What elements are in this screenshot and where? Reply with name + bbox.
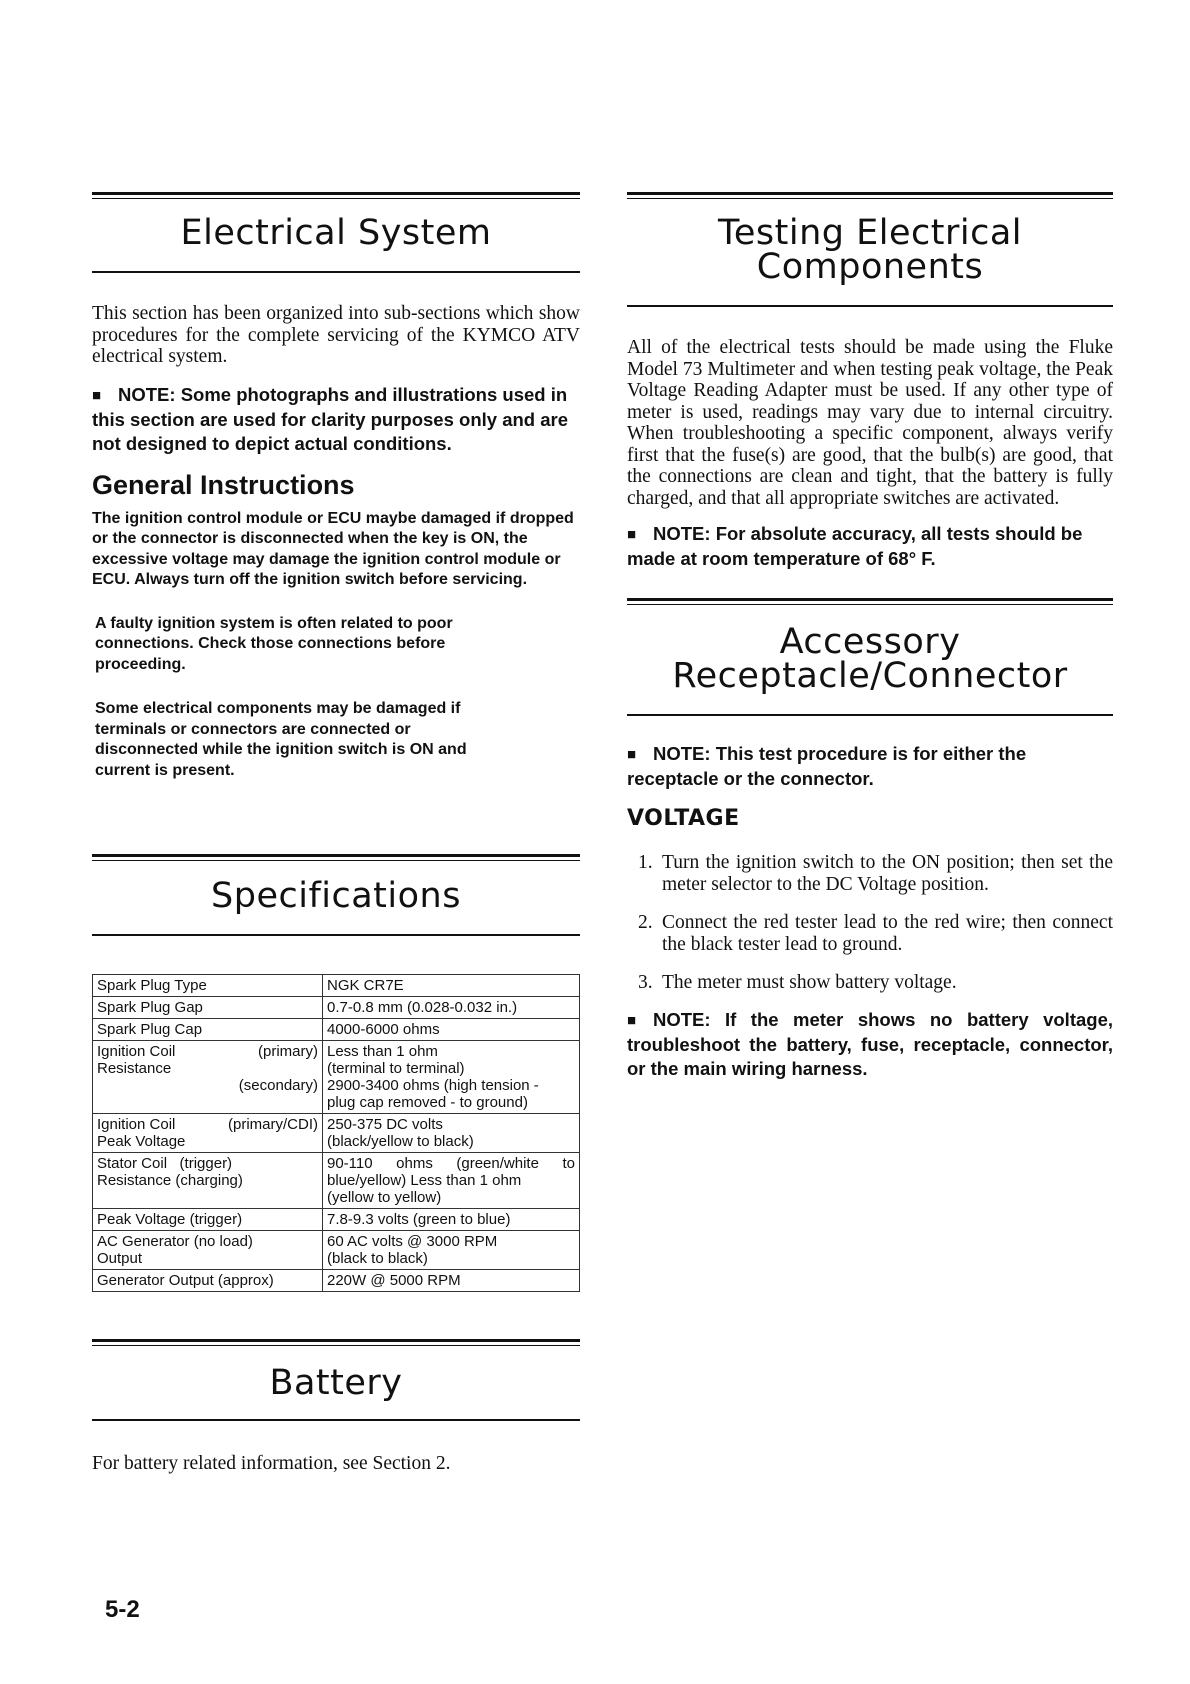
note-bullet-icon: ■: [92, 386, 102, 404]
battery-text: For battery related information, see Section 2.: [92, 1453, 451, 1474]
spec-label: Stator Coil (trigger) Resistance (charging): [93, 1153, 323, 1209]
spec-label: Ignition Coil (primary) Resistance (secondary): [93, 1041, 323, 1114]
section-rule: [92, 934, 580, 936]
spec-label: Spark Plug Cap: [93, 1019, 323, 1041]
voltage-heading: VOLTAGE: [627, 806, 740, 831]
section-rule: [92, 1339, 580, 1346]
section-rule: [627, 598, 1113, 605]
spec-value: 90-110 ohms (green/white to blue/yellow) Less than 1 ohm (yellow to yellow): [323, 1153, 580, 1209]
spec-label: Generator Output (approx): [93, 1270, 323, 1292]
no-voltage-note: ■ NOTE: If the meter shows no battery voltage, troubleshoot the battery, fuse, receptacle, connector, or the main wiring harness.: [627, 1008, 1113, 1079]
general-instructions-heading: General Instructions: [92, 469, 355, 500]
section-rule: [627, 305, 1113, 307]
general-instructions-p3: Some electrical components may be damaged if terminals or connectors are connected or disconnected while the ignition switch is ON and current is present.: [95, 700, 467, 779]
general-instructions-p2: A faulty ignition system is often related to poor connections. Check those connections before proceeding.: [95, 614, 453, 673]
table-row: [93, 1153, 580, 1209]
section-rule: [627, 192, 1113, 199]
spec-value: 60 AC volts @ 3000 RPM (black to black): [323, 1231, 580, 1270]
general-instructions-p1: The ignition control module or ECU maybe damaged if dropped or the connector is disconnected when the key is ON, the excessive voltage may damage the ignition control module or ECU. Always turn off the ignition switch before servicing.: [92, 509, 574, 588]
table-row: [93, 1270, 580, 1292]
spec-label: Spark Plug Type: [93, 975, 323, 997]
spec-value: 220W @ 5000 RPM: [323, 1270, 580, 1292]
right-column: [627, 192, 1113, 1081]
testing-title: Testing Electrical Components: [717, 213, 1023, 287]
battery-title: Battery: [269, 1363, 403, 1403]
list-item: 3. The meter must show battery voltage.: [638, 972, 957, 993]
clarity-note: ■ NOTE: Some photographs and illustrations used in this section are used for clarity purposes only and are not designed to depict actual conditions.: [92, 383, 569, 454]
table-row: [93, 1041, 580, 1114]
specifications-table: [92, 974, 580, 1292]
spec-value: NGK CR7E: [323, 975, 580, 997]
table-row: [93, 1114, 580, 1153]
note-bullet-icon: ■: [627, 1011, 637, 1029]
testing-text: All of the electrical tests should be made using the Fluke Model 73 Multimeter and when testing peak voltage, the Peak Voltage Reading Adapter must be used. If any other type of meter is used, readings may vary due to internal circuitry. When troubleshooting a specific component, always verify first that the fuse(s) are good, that the bulb(s) are good, that the connections are clean and tight, that the battery is fully charged, and that all appropriate switches are activated.: [627, 337, 1113, 509]
accuracy-note: ■ NOTE: For absolute accuracy, all tests should be made at room temperature of 68° F.: [627, 523, 1083, 569]
list-item: 2. Connect the red tester lead to the red wire; then connect the black tester lead to ground.: [638, 912, 1113, 955]
spec-label: Peak Voltage (trigger): [93, 1209, 323, 1231]
spec-label: Ignition Coil (primary/CDI) Peak Voltage: [93, 1114, 323, 1153]
electrical-intro: This section has been organized into sub-sections which show procedures for the complete servicing of the KYMCO ATV electrical system.: [92, 303, 580, 367]
table-row: [93, 975, 580, 997]
spec-label: Spark Plug Gap: [93, 997, 323, 1019]
table-row: [93, 1019, 580, 1041]
specifications-title: Specifications: [211, 876, 461, 916]
section-rule: [92, 854, 580, 861]
spec-label: AC Generator (no load) Output: [93, 1231, 323, 1270]
section-rule: [92, 192, 580, 199]
spec-value: 4000-6000 ohms: [323, 1019, 580, 1041]
note-bullet-icon: ■: [627, 746, 637, 763]
section-rule: [627, 714, 1113, 716]
voltage-steps: [627, 852, 1113, 994]
list-item: 1. Turn the ignition switch to the ON position; then set the meter selector to the DC Voltage position.: [638, 852, 1113, 895]
spec-value: 7.8-9.3 volts (green to blue): [323, 1209, 580, 1231]
spec-value: 250-375 DC volts (black/yellow to black): [323, 1114, 580, 1153]
spec-value: Less than 1 ohm (terminal to terminal) 2900-3400 ohms (high tension - plug cap removed - to ground): [323, 1041, 580, 1114]
spec-value: 0.7-0.8 mm (0.028-0.032 in.): [323, 997, 580, 1019]
note-bullet-icon: ■: [627, 526, 637, 543]
section-rule: [92, 1419, 580, 1421]
receptacle-note: ■ NOTE: This test procedure is for either the receptacle or the connector.: [627, 743, 1027, 789]
table-row: [93, 1231, 580, 1270]
page-number: 5-2: [105, 1596, 140, 1623]
electrical-system-title: Electrical System: [180, 213, 492, 253]
left-column: [92, 192, 580, 1475]
table-row: [93, 997, 580, 1019]
section-rule: [92, 271, 580, 273]
accessory-title: Accessory Receptacle/Connector: [672, 622, 1068, 696]
table-row: [93, 1209, 580, 1231]
